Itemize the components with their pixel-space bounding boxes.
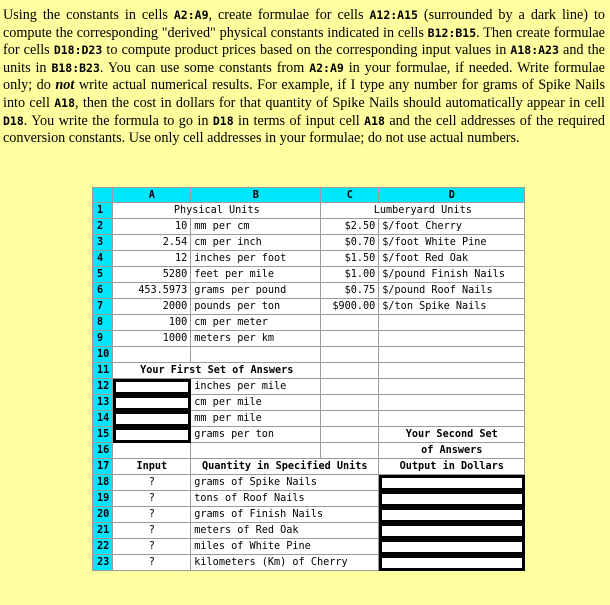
cell-a-input[interactable]: ? — [113, 475, 191, 491]
cell-a-constant[interactable]: 5280 — [113, 267, 191, 283]
row-header[interactable]: 18 — [93, 475, 113, 491]
cell-a-input[interactable]: Input — [113, 459, 191, 475]
cell-a-constant[interactable]: 12 — [113, 251, 191, 267]
instructions-text: Using the constants in cells A2:A9, create formulae for cells A12:A15 (surrounded by a dark line) to compute the corresponding "derived" physical constants indicated in cells B12:B15. Then create formulae for cells D18:D23 to compute product prices based on the corresponding input values in A18:A23 and the units in B18:B23. You can use some constants from A2:A9 in your formulae, if needed. Write formulae only; do not write actual numerical results. For example, if I type any number for grams of Spike Nails into cell A18, then the cost in dollars for that quantity of Spike Nails should automatically appear in cell D18. You write the formula to go in D18 in terms of input cell A18 and the cell addresses of the required conversion constants. Use only cell addresses in your formulae; do not use actual numbers. — [3, 7, 605, 147]
cell-a-input[interactable]: ? — [113, 555, 191, 571]
spreadsheet-table — [92, 187, 525, 571]
cell-d-output-answer[interactable] — [379, 507, 525, 523]
cell-c-price[interactable] — [321, 411, 379, 427]
table-row — [93, 379, 525, 395]
table-row — [93, 219, 525, 235]
cell-c-price[interactable] — [321, 443, 379, 459]
table-row — [93, 507, 525, 523]
cell-a-input[interactable]: ? — [113, 523, 191, 539]
table-row — [93, 203, 525, 219]
cell-b-units[interactable]: feet per mile — [191, 267, 321, 283]
cell-ref: A18 — [364, 113, 385, 128]
cell-b-units[interactable]: grams per pound — [191, 283, 321, 299]
cell-physical-units-header[interactable]: Physical Units — [113, 203, 321, 219]
cell-b-units[interactable]: meters per km — [191, 331, 321, 347]
cell-a-constant[interactable]: 100 — [113, 315, 191, 331]
cell-d-units[interactable]: $/pound Roof Nails — [379, 283, 525, 299]
cell-d-output-answer[interactable] — [379, 475, 525, 491]
cell-c-price[interactable]: $1.00 — [321, 267, 379, 283]
cell-d-units[interactable]: $/foot Cherry — [379, 219, 525, 235]
cell-c[interactable] — [321, 363, 379, 379]
row-header[interactable]: 11 — [93, 363, 113, 379]
cell-c-price[interactable]: $900.00 — [321, 299, 379, 315]
row-header[interactable]: 23 — [93, 555, 113, 571]
cell-a-constant[interactable] — [113, 443, 191, 459]
table-row — [93, 459, 525, 475]
table-row — [93, 395, 525, 411]
table-row — [93, 427, 525, 443]
row-header[interactable]: 8 — [93, 315, 113, 331]
cell-d-units[interactable]: of Answers — [379, 443, 525, 459]
cell-a-constant[interactable]: 2000 — [113, 299, 191, 315]
cell-d-units[interactable] — [379, 315, 525, 331]
row-header[interactable]: 3 — [93, 235, 113, 251]
table-row — [93, 443, 525, 459]
cell-c-price[interactable]: $1.50 — [321, 251, 379, 267]
row-header[interactable]: 12 — [93, 379, 113, 395]
row-header[interactable]: 22 — [93, 539, 113, 555]
table-row — [93, 315, 525, 331]
cell-ref: D18 — [212, 113, 234, 128]
cell-d-output-answer[interactable] — [379, 491, 525, 507]
row-header[interactable]: 16 — [93, 443, 113, 459]
row-header[interactable]: 4 — [93, 251, 113, 267]
cell-b-units[interactable]: cm per inch — [191, 235, 321, 251]
table-row — [93, 299, 525, 315]
cell-c-price[interactable] — [321, 379, 379, 395]
cell-c-price[interactable] — [321, 315, 379, 331]
table-row — [93, 555, 525, 571]
cell-d-units[interactable]: $/ton Spike Nails — [379, 299, 525, 315]
cell-a-constant[interactable]: 10 — [113, 219, 191, 235]
corner-cell — [93, 188, 113, 203]
cell-b-units[interactable]: mm per cm — [191, 219, 321, 235]
table-row — [93, 475, 525, 491]
cell-ref: A18 — [54, 95, 76, 110]
cell-b-quantity-units[interactable]: tons of Roof Nails — [191, 491, 379, 507]
cell-d-units[interactable]: $/foot Red Oak — [379, 251, 525, 267]
cell-ref: A18:A23 — [510, 43, 559, 58]
table-row — [93, 539, 525, 555]
cell-c-price[interactable]: $0.75 — [321, 283, 379, 299]
cell-a-input[interactable]: ? — [113, 539, 191, 555]
cell-ref: A2:A9 — [173, 8, 209, 22]
cell-b-units[interactable]: mm per mile — [191, 411, 321, 427]
table-row — [93, 523, 525, 539]
row-header[interactable]: 5 — [93, 267, 113, 283]
cell-d-units[interactable] — [379, 395, 525, 411]
emphasis-not: not — [55, 77, 75, 94]
cell-c-price[interactable]: $0.70 — [321, 235, 379, 251]
row-header[interactable]: 6 — [93, 283, 113, 299]
cell-ref: A12:A15 — [369, 8, 418, 22]
cell-a-input[interactable]: ? — [113, 507, 191, 523]
cell-b-quantity-units[interactable]: grams of Spike Nails — [191, 475, 379, 491]
cell-d[interactable]: Output in Dollars — [379, 459, 525, 475]
row-header[interactable]: 17 — [93, 459, 113, 475]
row-header[interactable]: 1 — [93, 203, 113, 219]
cell-b-units[interactable]: inches per foot — [191, 251, 321, 267]
cell-c-price[interactable] — [321, 331, 379, 347]
cell-a-answer[interactable] — [113, 379, 191, 395]
cell-a-constant[interactable]: 453.5973 — [113, 283, 191, 299]
row-header[interactable]: 19 — [93, 491, 113, 507]
row-header[interactable]: 7 — [93, 299, 113, 315]
table-row — [93, 251, 525, 267]
cell-b-units[interactable] — [191, 347, 321, 363]
table-row — [93, 283, 525, 299]
row-header[interactable]: 9 — [93, 331, 113, 347]
cell-d-units[interactable] — [379, 379, 525, 395]
table-row — [93, 411, 525, 427]
cell-c-price[interactable]: $2.50 — [321, 219, 379, 235]
column-header-c[interactable]: C — [321, 188, 379, 203]
cell-a-constant[interactable] — [113, 347, 191, 363]
cell-c-price[interactable] — [321, 427, 379, 443]
table-row — [93, 347, 525, 363]
cell-a-answer[interactable] — [113, 427, 191, 443]
cell-b-units[interactable]: cm per meter — [191, 315, 321, 331]
cell-d-units[interactable]: $/foot White Pine — [379, 235, 525, 251]
cell-a-input[interactable]: ? — [113, 491, 191, 507]
cell-ref: B18:B23 — [51, 60, 100, 75]
cell-ref: B12:B15 — [427, 25, 477, 40]
cell-a-constant[interactable]: 1000 — [113, 331, 191, 347]
cell-d-units[interactable]: $/pound Finish Nails — [379, 267, 525, 283]
cell-b-quantity-units[interactable]: Quantity in Specified Units — [191, 459, 379, 475]
table-row — [93, 267, 525, 283]
row-header[interactable]: 13 — [93, 395, 113, 411]
cell-d-units[interactable]: Your Second Set — [379, 427, 525, 443]
row-header[interactable]: 20 — [93, 507, 113, 523]
cell-a-constant[interactable]: 2.54 — [113, 235, 191, 251]
cell-a-answer[interactable] — [113, 411, 191, 427]
column-header-d[interactable]: D — [379, 188, 525, 203]
row-header[interactable]: 21 — [93, 523, 113, 539]
cell-b-quantity-units[interactable]: kilometers (Km) of Cherry — [191, 555, 379, 571]
cell-d-output-answer[interactable] — [379, 539, 525, 555]
cell-lumberyard-units-header[interactable]: Lumberyard Units — [321, 203, 525, 219]
cell-ref: A2:A9 — [309, 60, 344, 75]
cell-b-quantity-units[interactable]: miles of White Pine — [191, 539, 379, 555]
column-header-a[interactable]: A — [113, 188, 191, 203]
column-header-row — [93, 188, 525, 203]
cell-first-answers-caption[interactable]: Your First Set of Answers — [113, 363, 321, 379]
cell-ref: D18 — [3, 113, 24, 128]
cell-b-units[interactable]: inches per mile — [191, 379, 321, 395]
table-row — [93, 331, 525, 347]
cell-b-quantity-units[interactable]: grams of Finish Nails — [191, 507, 379, 523]
table-row — [93, 235, 525, 251]
cell-b-units[interactable] — [191, 443, 321, 459]
cell-ref: D18:D23 — [53, 43, 103, 58]
cell-a-answer[interactable] — [113, 395, 191, 411]
cell-b-units[interactable]: cm per mile — [191, 395, 321, 411]
cell-c-price[interactable] — [321, 395, 379, 411]
row-header[interactable]: 10 — [93, 347, 113, 363]
cell-b-units[interactable]: grams per ton — [191, 427, 321, 443]
cell-d-units[interactable] — [379, 347, 525, 363]
row-header[interactable]: 14 — [93, 411, 113, 427]
column-header-b[interactable]: B — [191, 188, 321, 203]
cell-d-units[interactable] — [379, 331, 525, 347]
cell-d-output-answer[interactable] — [379, 555, 525, 571]
row-header[interactable]: 15 — [93, 427, 113, 443]
table-row — [93, 491, 525, 507]
table-row — [93, 363, 525, 379]
cell-d-units[interactable] — [379, 411, 525, 427]
cell-d-output-answer[interactable] — [379, 523, 525, 539]
cell-b-units[interactable]: pounds per ton — [191, 299, 321, 315]
row-header[interactable]: 2 — [93, 219, 113, 235]
cell-b-quantity-units[interactable]: meters of Red Oak — [191, 523, 379, 539]
cell-c-price[interactable] — [321, 347, 379, 363]
cell-d[interactable] — [379, 363, 525, 379]
